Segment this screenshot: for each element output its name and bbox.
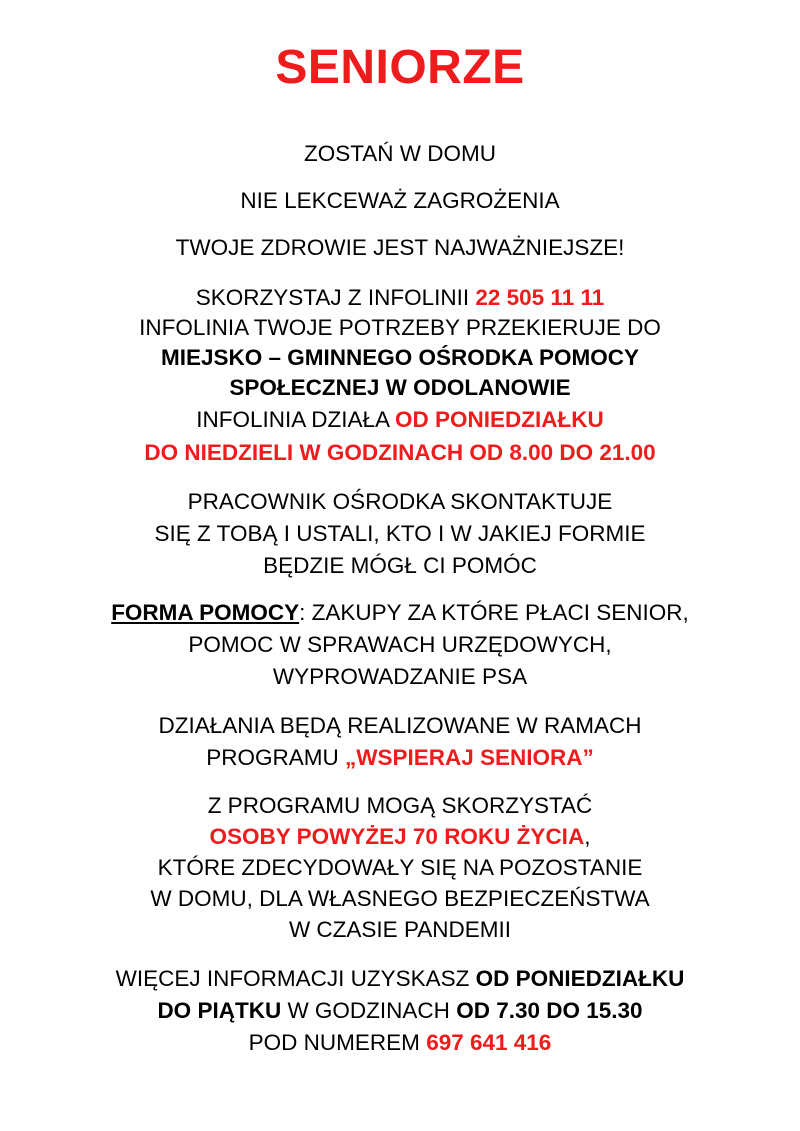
more-info-phone: 697 641 416 (426, 1030, 552, 1055)
infoline-text: SKORZYSTAJ Z INFOLINII (195, 285, 476, 310)
eligibility-line-2 (0, 822, 800, 852)
more-info-hours-text: W GODZINACH (281, 998, 457, 1023)
infoline-hours-start: OD PONIEDZIAŁKU (395, 407, 604, 432)
help-form-line-1 (0, 598, 800, 628)
infoline-line (0, 283, 800, 313)
infoline-redirect-line: INFOLINIA TWOJE POTRZEBY PRZEKIERUJE DO (139, 315, 661, 340)
help-form-label: FORMA POMOCY (111, 600, 300, 625)
eligibility-line-4: W DOMU, DLA WŁASNEGO BEZPIECZEŃSTWA (150, 886, 650, 911)
worker-line-1: PRACOWNIK OŚRODKA SKONTAKTUJE (187, 489, 613, 514)
program-line-2 (0, 743, 800, 773)
eligibility-line-1: Z PROGRAMU MOGĄ SKORZYSTAĆ (207, 793, 593, 818)
help-form-line-2: POMOC W SPRAWACH URZĘDOWYCH, (188, 632, 612, 657)
more-info-text: WIĘCEJ INFORMACJI UZYSKASZ (115, 966, 476, 991)
infoline-hours-line-2: DO NIEDZIELI W GODZINACH OD 8.00 DO 21.00 (144, 440, 656, 465)
center-name-line-1: MIEJSKO – GMINNEGO OŚRODKA POMOCY (161, 345, 639, 370)
worker-line-3: BĘDZIE MÓGŁ CI POMÓC (263, 553, 537, 578)
eligibility-line-3: KTÓRE ZDECYDOWAŁY SIĘ NA POZOSTANIE (157, 855, 643, 880)
health-line: TWOJE ZDROWIE JEST NAJWAŻNIEJSZE! (175, 235, 625, 260)
more-info-number-text: POD NUMEREM (248, 1030, 427, 1055)
age-requirement: OSOBY POWYŻEJ 70 ROKU ŻYCIA (209, 824, 585, 849)
poster-title: SENIORZE (275, 41, 525, 94)
program-name: „WSPIERAJ SENIORA” (344, 745, 594, 770)
help-form-line-3: WYPROWADZANIE PSA (272, 664, 528, 689)
center-name-line-2: SPOŁECZNEJ W ODOLANOWIE (229, 375, 571, 400)
help-form-items: : ZAKUPY ZA KTÓRE PŁACI SENIOR, (299, 600, 689, 625)
more-info-line-2 (0, 996, 800, 1026)
worker-line-2: SIĘ Z TOBĄ I USTALI, KTO I W JAKIEJ FORMIE (154, 521, 646, 546)
more-info-line-3 (0, 1028, 800, 1058)
more-info-hours: OD 7.30 DO 15.30 (456, 998, 643, 1023)
dont-ignore-line: NIE LEKCEWAŻ ZAGROŻENIA (240, 188, 560, 213)
eligibility-line-5: W CZASIE PANDEMII (288, 917, 512, 942)
age-requirement-comma: , (584, 824, 591, 849)
infoline-hours-line-1 (0, 405, 800, 435)
more-info-days-start: OD PONIEDZIAŁKU (475, 966, 685, 991)
infoline-hours-text: INFOLINIA DZIAŁA (196, 407, 396, 432)
infoline-phone: 22 505 11 11 (475, 285, 605, 310)
program-line-1: DZIAŁANIA BĘDĄ REALIZOWANE W RAMACH (158, 713, 642, 738)
more-info-days-end: DO PIĄTKU (157, 998, 282, 1023)
stay-home-line: ZOSTAŃ W DOMU (303, 141, 497, 166)
more-info-line-1 (0, 964, 800, 994)
program-text: PROGRAMU (206, 745, 345, 770)
